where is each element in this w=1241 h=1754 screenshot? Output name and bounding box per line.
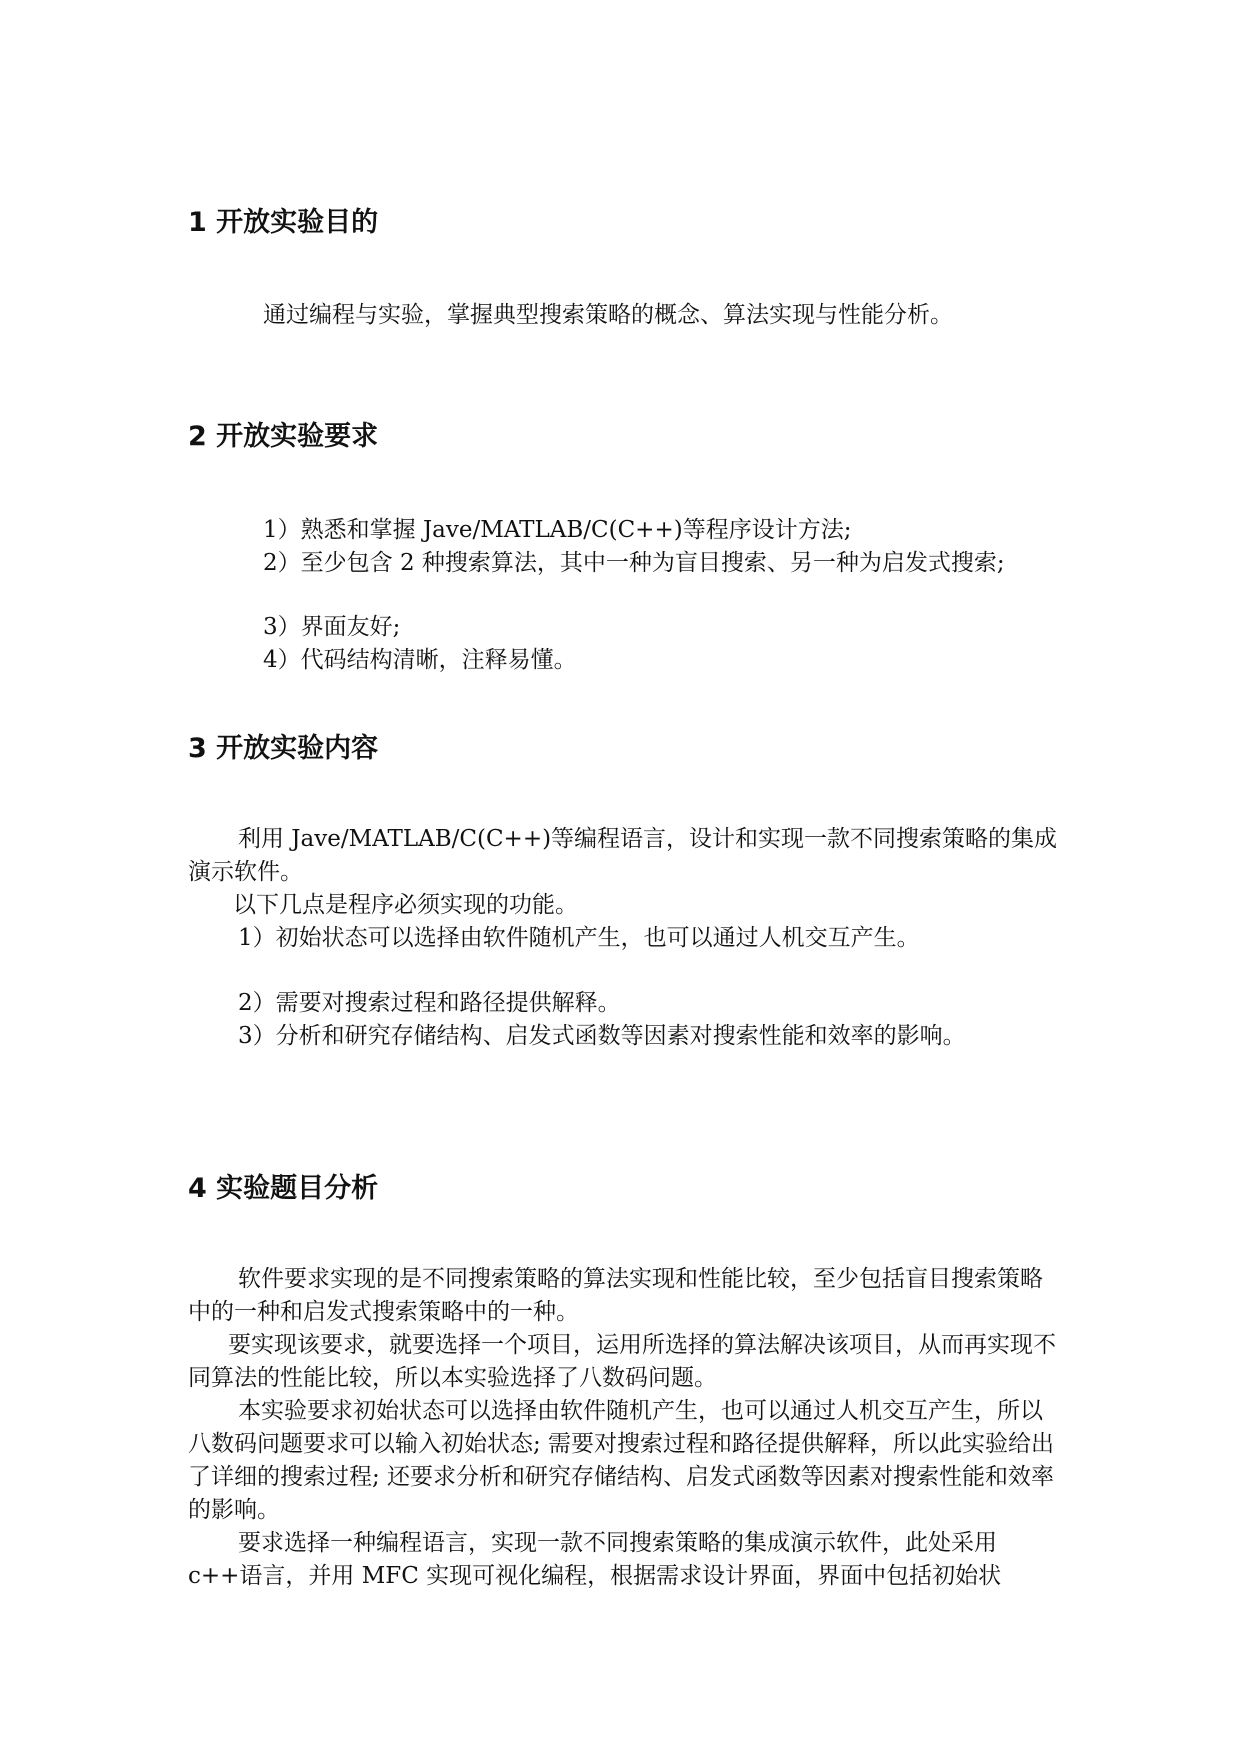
section-2-item-4: 4）代码结构清晰，注释易懂。 [263, 647, 577, 673]
section-3-paragraph-1: 利用 Jave/MATLAB/C(C++)等编程语言，设计和实现一款不同搜索策略的集成演示软件。 [188, 826, 1058, 885]
section-3-paragraph-2: 以下几点是程序必须实现的功能。 [233, 892, 578, 918]
section-3-item-2: 2）需要对搜索过程和路径提供解释。 [238, 990, 621, 1016]
section-3-item-3: 3）分析和研究存储结构、启发式函数等因素对搜索性能和效率的影响。 [238, 1023, 966, 1049]
section-2-item-1: 1）熟悉和掌握 Jave/MATLAB/C(C++)等程序设计方法; [263, 517, 852, 543]
section-1-heading: 1 开放实验目的 [188, 207, 379, 238]
section-3-item-1: 1）初始状态可以选择由软件随机产生，也可以通过人机交互产生。 [238, 925, 920, 951]
section-2-heading: 2 开放实验要求 [188, 421, 379, 452]
section-4-paragraph-1: 软件要求实现的是不同搜索策略的算法实现和性能比较，至少包括盲目搜索策略中的一种和启发式搜索策略中的一种。 [188, 1266, 1043, 1325]
section-1-paragraph: 通过编程与实验，掌握典型搜索策略的概念、算法实现与性能分析。 [263, 302, 953, 328]
section-3-heading: 3 开放实验内容 [188, 733, 379, 764]
section-2-item-2: 2）至少包含 2 种搜索算法，其中一种为盲目搜索、另一种为启发式搜索; [263, 550, 1005, 576]
section-2-item-3: 3）界面友好; [263, 614, 401, 640]
section-4-paragraph-2: 要实现该要求，就要选择一个项目，运用所选择的算法解决该项目，从而再实现不同算法的性能比较，所以本实验选择了八数码问题。 [188, 1332, 1056, 1391]
section-4-heading: 4 实验题目分析 [188, 1173, 379, 1204]
section-4-paragraph-4: 要求选择一种编程语言，实现一款不同搜索策略的集成演示软件，此处采用 c++语言，并用 MFC 实现可视化编程，根据需求设计界面，界面中包括初始状 [188, 1530, 1002, 1589]
section-4-paragraph-3: 本实验要求初始状态可以选择由软件随机产生，也可以通过人机交互产生，所以八数码问题要求可以输入初始状态; 需要对搜索过程和路径提供解释，所以此实验给出了详细的搜索过程; 还要求分析和研究存储结构、启发式函数等因素对搜索性能和效率的影响。 [188, 1398, 1055, 1523]
